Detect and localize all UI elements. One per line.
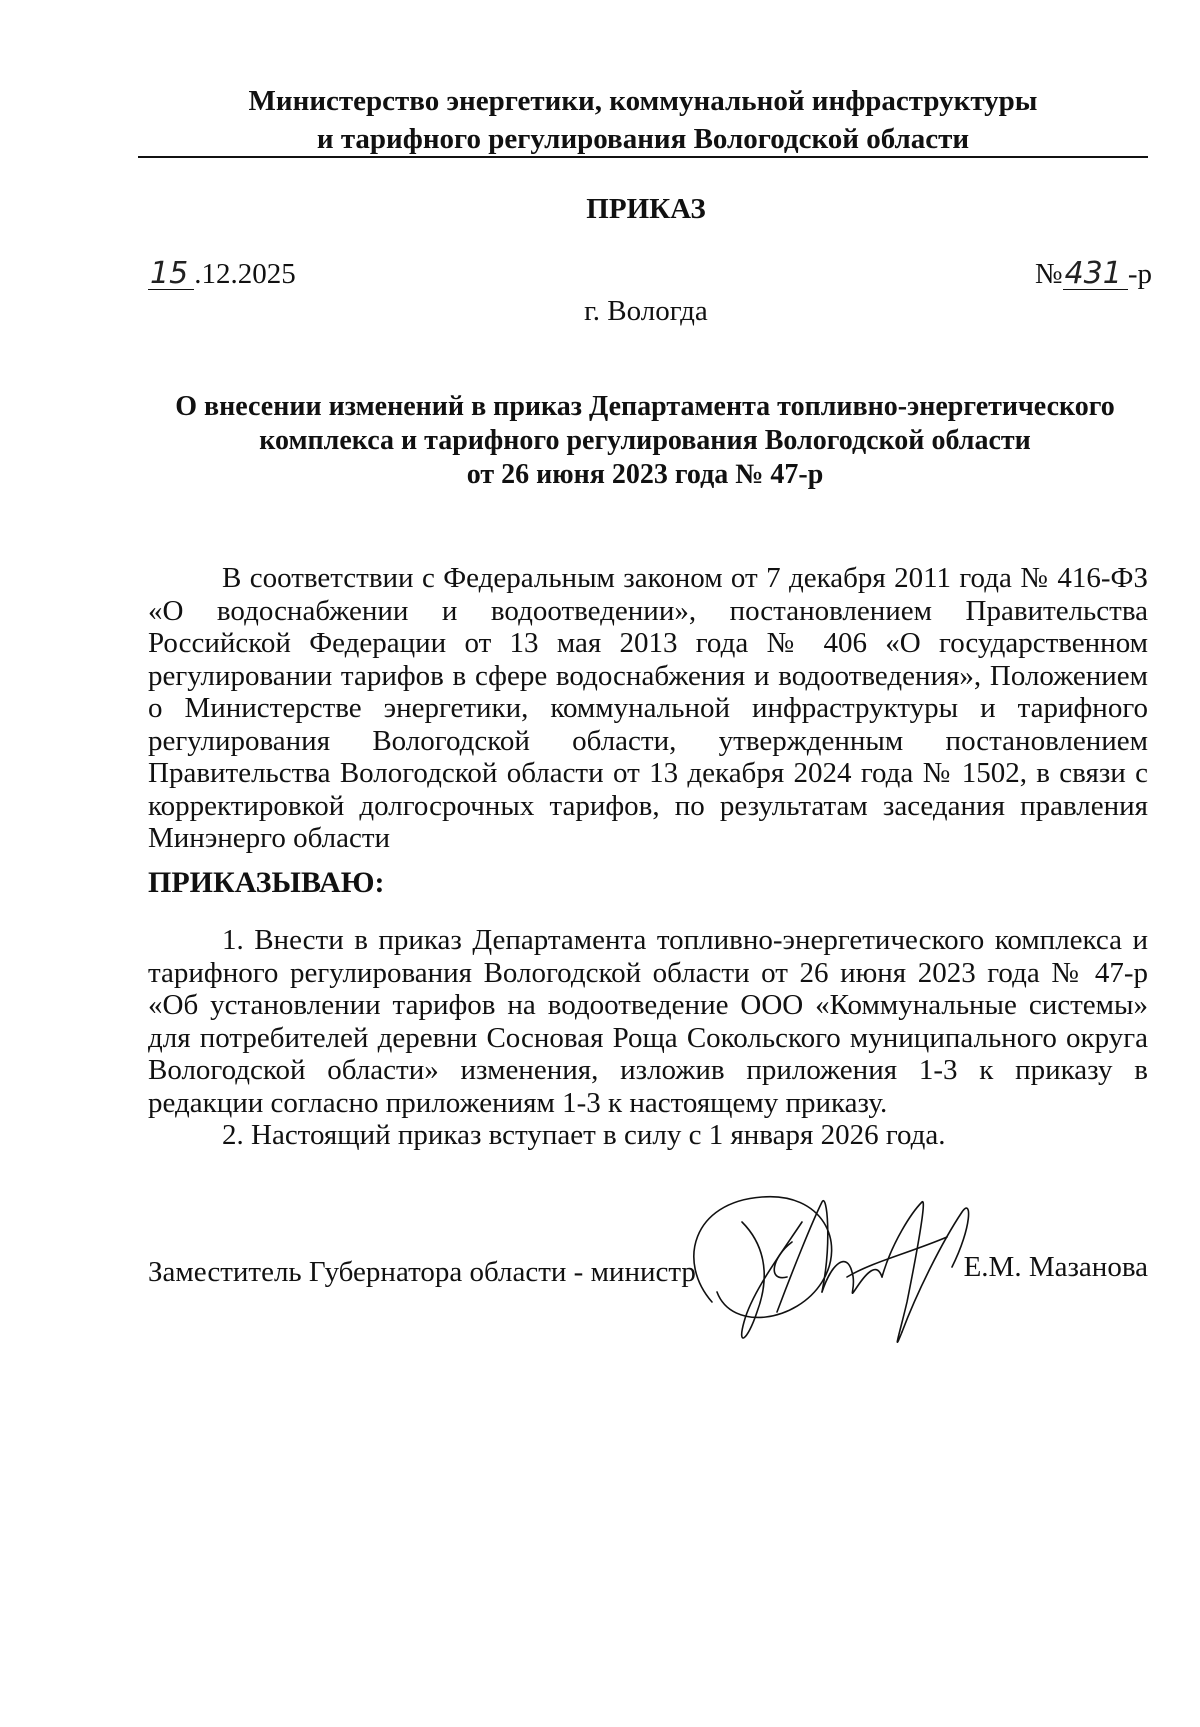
signatory-name: Е.М. Мазанова: [963, 1251, 1148, 1283]
date-day-handwritten: 15: [148, 259, 194, 290]
ministry-name-line1: Министерство энергетики, коммунальной инфраструктуры: [248, 85, 1038, 117]
number-prefix: №: [1034, 258, 1063, 290]
number-handwritten: 431: [1063, 259, 1128, 290]
order-word: ПРИКАЗЫВАЮ:: [148, 866, 385, 899]
document-city: г. Вологда: [584, 295, 708, 327]
order-item-2: 2. Настоящий приказ вступает в силу с 1 января 2026 года.: [222, 1119, 946, 1151]
preamble-paragraph: В соответствии с Федеральным законом от 7 декабря 2011 года № 416-ФЗ «О водоснабжении и водоотведении», постановлением Правительства Российской Федерации от 13 мая 2013 года № 406 «О государственном регулировании тарифов в сфере водоснабжения и водоотведения», Положением о Министерстве энергетики, коммунальной инфраструктуры и тарифного регулирования Вологодской области, утвержденным постановлением Правительства Вологодской области от 13 декабря 2024 года № 1502, в связи с корректировкой долгосрочных тарифов, по результатам заседания правления Минэнерго области: [148, 562, 1148, 854]
order-item-1: 1. Внести в приказ Департамента топливно-энергетического комплекса и тарифного регулирования Вологодской области от 26 июня 2023 года № 47-р «Об установлении тарифов на водоотведение ООО «Коммунальные системы» для потребителей деревни Сосновая Роща Сокольского муниципального округа Вологодской области» изменения, изложив приложения 1-3 к приказу в редакции согласно приложениям 1-3 к настоящему приказу.: [148, 924, 1148, 1119]
signatory-position: Заместитель Губернатора области - министр: [148, 1256, 696, 1288]
subject-line1: О внесении изменений в приказ Департамента топливно-энергетического: [175, 391, 1115, 422]
document-number: [1035, 258, 1152, 291]
handwritten-signature: [672, 1182, 1002, 1372]
document-title: ПРИКАЗ: [586, 193, 706, 225]
subject-line2: комплекса и тарифного регулирования Вологодской области: [259, 425, 1031, 456]
ministry-name-line2: и тарифного регулирования Вологодской области: [316, 123, 970, 155]
ministry-header: [138, 82, 1148, 158]
number-suffix: -р: [1127, 258, 1152, 290]
date-rest: .12.2025: [194, 258, 296, 290]
document-date: [148, 258, 296, 291]
document-subject: [150, 390, 1140, 492]
subject-line3: от 26 июня 2023 года № 47-р: [466, 459, 824, 490]
header-divider: [138, 156, 1148, 158]
